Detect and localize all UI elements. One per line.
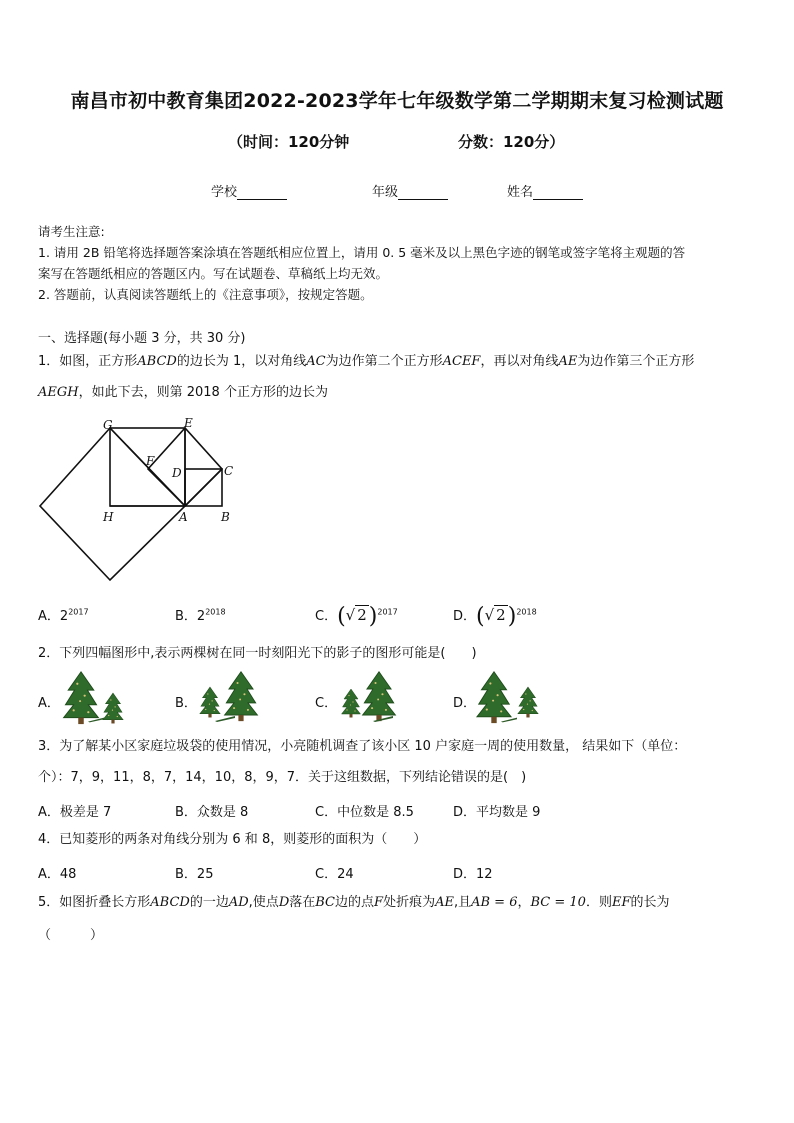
label-a: A — [179, 510, 188, 524]
q5-line2: （ ） — [38, 928, 104, 943]
q1-text-d: ，再以对角线 — [480, 354, 559, 369]
section-title: 一、选择题(每小题 3 分，共 30 分) — [38, 331, 246, 346]
notice-item1-line1: 1. 请用 2B 铅笔将选择题答案涂填在答题纸相应位置上，请用 0. 5 毫米及以上黑色字迹的钢笔或签字笔将主观题的答 — [38, 245, 686, 260]
q1-text-b: 的边长为 1，以对角线 — [176, 354, 307, 369]
label-d: D — [172, 466, 182, 480]
tree-icon — [60, 670, 130, 730]
name-blank[interactable] — [533, 185, 583, 200]
grade-field — [372, 181, 448, 200]
q3-options — [0, 801, 794, 825]
notice-heading: 请考生注意: — [38, 224, 105, 239]
q4-option-b[interactable]: B．25 — [175, 867, 214, 882]
q1-option-c[interactable]: C．(√ 2)$^{2017}$ — [315, 604, 398, 629]
notice-item1-line2: 案写在答题纸相应的答题区内。写在试题卷、草稿纸上均无效。 — [38, 266, 389, 281]
q3-option-c[interactable]: C．中位数是 8.5 — [315, 805, 414, 820]
label-g: G — [103, 418, 113, 432]
label-b: B — [221, 510, 230, 524]
exam-time: （时间：120分钟 — [228, 133, 350, 151]
tree-icon — [473, 670, 548, 730]
q2-option-a-image[interactable] — [60, 670, 130, 730]
q4-option-c[interactable]: C．24 — [315, 867, 354, 882]
school-blank[interactable] — [237, 185, 287, 200]
school-label: 学校 — [211, 185, 238, 200]
square-4 — [40, 428, 185, 580]
q5-line1: 5．如图折叠长方形ABCD的一边AD,使点D落在BC边的点F处折痕为AE,且AB = 6，BC = 10．则EF的长为 — [38, 895, 670, 910]
q1-text-c: 为边作第二个正方形 — [325, 354, 443, 369]
name-label: 姓名 — [507, 185, 534, 200]
label-f: F — [146, 454, 155, 468]
q2-option-a-label[interactable]: A． — [38, 696, 60, 711]
tree-icon — [335, 670, 405, 730]
q1-option-d[interactable]: D．(√ 2)$^{2018}$ — [453, 604, 537, 629]
q1-options — [0, 605, 794, 629]
q2-option-c-image[interactable] — [335, 670, 405, 730]
q1-text-e: 为边作第三个正方形 — [577, 354, 695, 369]
notice-item2: 2. 答题前，认真阅读答题纸上的《注意事项》，按规定答题。 — [38, 287, 373, 302]
q2-option-d-label[interactable]: D． — [453, 696, 477, 711]
q1-ae: AE — [558, 354, 578, 369]
q1-acef: ACEF — [442, 354, 481, 369]
q1-text-f: ，如此下去，则第 2018 个正方形的边长为 — [78, 385, 328, 400]
q1-line1 — [38, 347, 763, 377]
name-field — [507, 181, 583, 200]
q2-option-b-image[interactable] — [195, 670, 265, 730]
q3-line1: 3．为了解某小区家庭垃圾袋的使用情况，小亮随机调查了该小区 10 户家庭一周的使用数量， 结果如下（单位： — [38, 739, 687, 754]
label-c: C — [224, 464, 234, 478]
q4-text: 4．已知菱形的两条对角线分别为 6 和 8，则菱形的面积为（ ） — [38, 832, 427, 847]
tree-icon — [195, 670, 265, 730]
q3-option-a[interactable]: A．极差是 7 — [38, 805, 112, 820]
q1-option-b[interactable]: B．$2^{2018}$ — [175, 607, 226, 624]
grade-label: 年级 — [372, 185, 399, 200]
q3-option-d[interactable]: D．平均数是 9 — [453, 805, 541, 820]
page-title: 南昌市初中教育集团2022-2023学年七年级数学第二学期期末复习检测试题 — [70, 90, 724, 112]
label-h: H — [103, 510, 114, 524]
q2-option-b-label[interactable]: B． — [175, 696, 197, 711]
q4-option-d[interactable]: D．12 — [453, 867, 493, 882]
q1-abcd: ABCD — [137, 354, 177, 369]
q3-line2: 个）：7，9，11，8，7，14，10，8，9，7．关于这组数据，下列结论错误的是( ) — [38, 770, 527, 785]
label-e: E — [184, 416, 193, 430]
q2-text: 2．下列四幅图形中,表示两棵树在同一时刻阳光下的影子的图形可能是( ) — [38, 646, 477, 661]
q1-line2 — [38, 378, 763, 408]
exam-score: 分数：120分） — [458, 133, 565, 151]
q1-square-figure — [30, 415, 250, 590]
q2-option-c-label[interactable]: C． — [315, 696, 338, 711]
q3-option-b[interactable]: B．众数是 8 — [175, 805, 249, 820]
q1-aegh: AEGH — [38, 385, 79, 400]
school-field — [211, 181, 287, 200]
q1-ac: AC — [306, 354, 326, 369]
q2-option-d-image[interactable] — [473, 670, 548, 730]
grade-blank[interactable] — [398, 185, 448, 200]
q4-options — [0, 863, 794, 887]
q4-option-a[interactable]: A．48 — [38, 867, 77, 882]
q1-text-a: 1．如图，正方形 — [38, 354, 138, 369]
q1-option-a[interactable]: A．$2^{2017}$ — [38, 607, 89, 624]
